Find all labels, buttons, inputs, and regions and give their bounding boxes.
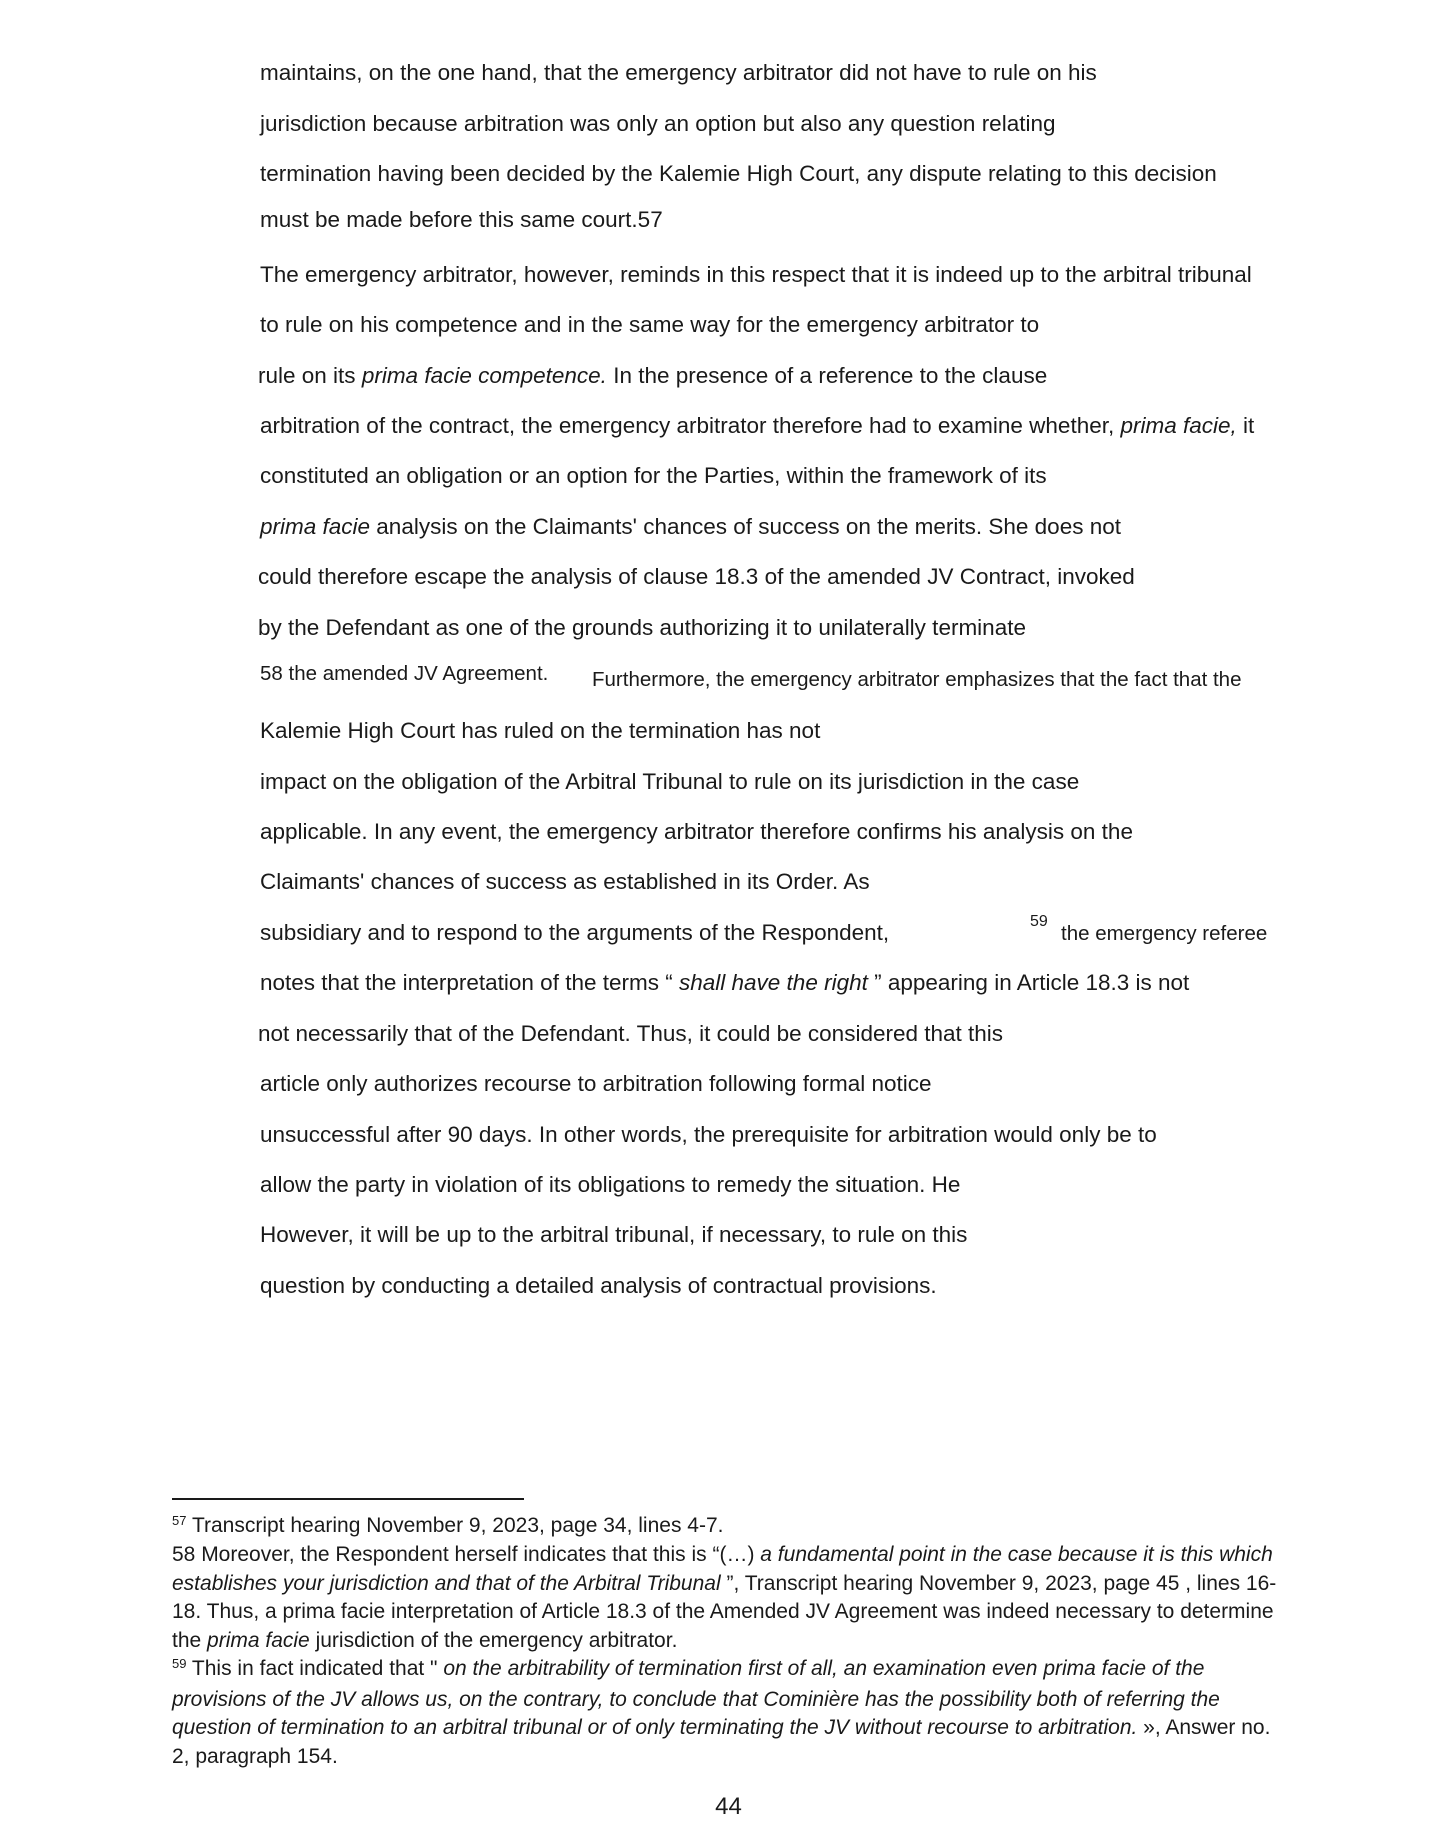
- footnote-58: 58 Moreover, the Respondent herself indicates that this is “(…) a fundamental point in the case because it is this which establishes your jurisdiction and that of the Arbitral Tribunal ”, Transcript hearing November 9, 2023, page 45 , lines 16-18. Thus, a prima facie interpretation of Article 18.3 of the Amended JV Agreement was indeed necessary to determine the prima facie jurisdiction of the emergency arbitrator.: [172, 1543, 1277, 1652]
- emphasis: prima facie,: [1120, 413, 1237, 438]
- body-line: jurisdiction because arbitration was only an option but also any question relating: [260, 111, 1056, 136]
- body-line: could therefore escape the analysis of clause 18.3 of the amended JV Contract, invoked: [258, 564, 1135, 589]
- footnote-57: $^{57}$ Transcript hearing November 9, 2023, page 34, lines 4-7.: [172, 1513, 724, 1537]
- body-line: must be made before this same court.57: [260, 207, 663, 232]
- footnote-marker: 57: [172, 1513, 187, 1528]
- body-line: 58 the amended JV Agreement.: [260, 662, 549, 685]
- emphasis: prima facie: [260, 514, 371, 539]
- emphasis: prima facie competence.: [361, 363, 607, 388]
- body-line: Kalemie High Court has ruled on the termination has not: [260, 718, 821, 743]
- body-line: However, it will be up to the arbitral tribunal, if necessary, to rule on this: [260, 1222, 968, 1247]
- emphasis: shall have the right: [678, 970, 868, 995]
- body-line: Claimants' chances of success as established in its Order. As: [260, 869, 870, 894]
- body-line: applicable. In any event, the emergency arbitrator therefore confirms his analysis on the: [260, 819, 1133, 844]
- body-line: not necessarily that of the Defendant. Thus, it could be considered that this: [258, 1021, 1004, 1046]
- footnote-marker: 59: [172, 1656, 187, 1671]
- body-line: by the Defendant as one of the grounds authorizing it to unilaterally terminate: [258, 615, 1026, 640]
- body-line: rule on its prima facie competence. In the presence of a reference to the clause: [258, 363, 1048, 388]
- footnote-ref: 59: [1030, 913, 1048, 930]
- footnote-59: $^{59}$ This in fact indicated that " on the arbitrability of termination first of all, an examination even prima facie of the provisions of the JV allows us, on the contrary, to conclude that Cominière has the possibility both of referring the question of termination to an arbitral tribunal or of only terminating the JV without recourse to arbitration. », Answer no. 2, paragraph 154.: [172, 1656, 1271, 1768]
- body-line: unsuccessful after 90 days. In other words, the prerequisite for arbitration would only be to: [260, 1122, 1157, 1147]
- body-line: Furthermore, the emergency arbitrator emphasizes that the fact that the: [592, 668, 1242, 691]
- body-line: article only authorizes recourse to arbitration following formal notice: [260, 1071, 932, 1096]
- footnote-separator: [172, 1498, 524, 1500]
- page-number: 44: [715, 1793, 742, 1820]
- body-line: subsidiary and to respond to the arguments of the Respondent,: [260, 920, 890, 945]
- body-line: impact on the obligation of the Arbitral Tribunal to rule on its jurisdiction in the case: [260, 769, 1080, 794]
- body-line: termination having been decided by the Kalemie High Court, any dispute relating to this decision: [260, 161, 1217, 186]
- body-line: maintains, on the one hand, that the emergency arbitrator did not have to rule on his: [260, 60, 1097, 85]
- body-line: The emergency arbitrator, however, reminds in this respect that it is indeed up to the arbitral tribunal: [260, 262, 1252, 287]
- body-line: allow the party in violation of its obligations to remedy the situation. He: [260, 1172, 961, 1197]
- body-line: the emergency referee: [1061, 922, 1268, 945]
- body-line: prima facie analysis on the Claimants' chances of success on the merits. She does not: [260, 514, 1121, 539]
- body-line: arbitration of the contract, the emergency arbitrator therefore had to examine whether, prima facie, it: [260, 413, 1255, 438]
- body-line: question by conducting a detailed analysis of contractual provisions.: [260, 1273, 937, 1298]
- body-line: constituted an obligation or an option for the Parties, within the framework of its: [260, 463, 1047, 488]
- footnote-marker: 58: [172, 1543, 196, 1566]
- body-line: to rule on his competence and in the same way for the emergency arbitrator to: [260, 312, 1040, 337]
- body-line: notes that the interpretation of the terms “ shall have the right ” appearing in Article 18.3 is not: [260, 970, 1190, 995]
